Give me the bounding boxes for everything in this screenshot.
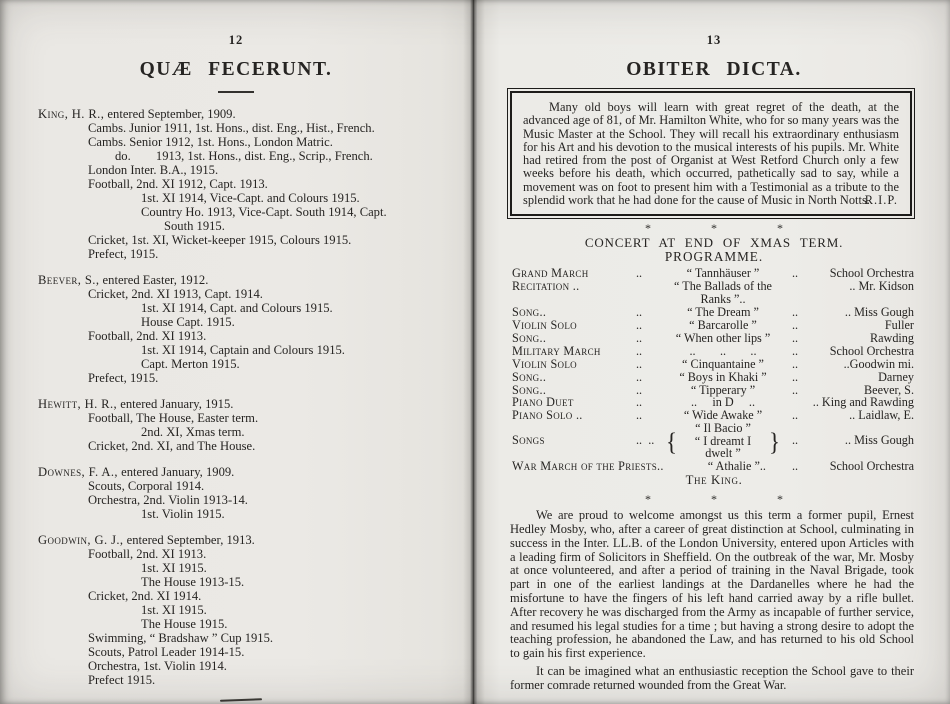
- finale-the-king: The King.: [685, 472, 743, 487]
- programme-performer: School Orchestra: [829, 459, 914, 474]
- page-left: [0, 0, 472, 704]
- student-entry: [38, 397, 442, 453]
- student-name: Downes, F. A.,: [38, 465, 118, 479]
- student-entry: [38, 273, 442, 385]
- dot-leader: ..: [791, 266, 799, 281]
- dot-leader: ..: [791, 330, 799, 345]
- programme-performer: School Orchestra: [829, 266, 914, 281]
- programme-item: Song..: [512, 369, 547, 384]
- programme-piece: .. .. ..: [689, 343, 757, 358]
- programme-performer: .. King and Rawding: [812, 395, 914, 410]
- dot-leader: ..: [791, 408, 799, 423]
- programme-row: [512, 460, 914, 473]
- achievement-line: House Capt. 1915.: [141, 315, 235, 329]
- concert-heading: CONCERT AT END OF XMAS TERM.: [584, 235, 844, 251]
- programme-piece: “ The Dream ”: [687, 305, 759, 320]
- end-divider: [220, 698, 262, 701]
- programme-item: War March of the Priests..: [512, 459, 664, 474]
- student-name-line: Downes, F. A., entered January, 1909.: [38, 465, 235, 479]
- dot-leader: ..: [791, 432, 799, 447]
- piece-title: “ I dreamt I dwelt ”: [694, 433, 755, 461]
- star-row-bottom: * * *: [645, 492, 783, 507]
- programme-item: Song..: [512, 305, 547, 320]
- dot-leader: ..: [636, 318, 643, 332]
- programme-item: Piano Solo ..: [512, 408, 583, 423]
- achievement-line: London Inter. B.A., 1915.: [88, 163, 219, 177]
- programme-row: [512, 345, 914, 358]
- student-entry: [38, 107, 442, 261]
- achievement-line: Scouts, Corporal 1914.: [88, 479, 205, 493]
- dot-leader: ..: [636, 408, 643, 423]
- student-name: Beever, S.,: [38, 273, 100, 287]
- programme-piece: “ Wide Awake ”: [683, 408, 763, 423]
- dot-leader: ..: [791, 318, 799, 332]
- achievement-line: Football, 2nd. XI 1912, Capt. 1913.: [88, 177, 268, 191]
- dot-leader: ..: [791, 382, 799, 397]
- achievement-line: Capt. Merton 1915.: [141, 357, 240, 371]
- right-brace-icon: }: [768, 427, 780, 455]
- left-brace-icon: {: [666, 427, 678, 455]
- dot-leader: ..: [636, 356, 643, 371]
- programme-piece: “ Tipperary ”: [690, 382, 756, 397]
- programme-item: Piano Duet: [512, 395, 574, 410]
- achievement-line: Orchestra, 1st. Violin 1914.: [88, 659, 227, 673]
- title-rule: [218, 91, 254, 93]
- achievement-line: 1st. XI 1914, Capt. and Colours 1915.: [141, 301, 333, 315]
- piece-title-stack: [680, 422, 766, 460]
- dot-leader: ..: [636, 382, 643, 397]
- programme-heading: PROGRAMME.: [664, 249, 764, 265]
- programme-performer: School Orchestra: [829, 343, 914, 358]
- programme-item: Violin Solo: [512, 356, 577, 371]
- dot-leader: ..: [636, 369, 643, 384]
- programme-piece: [666, 422, 780, 460]
- programme-item: Recitation ..: [512, 279, 580, 294]
- achievement-line: Football, 2nd. XI 1913.: [88, 329, 207, 343]
- achievement-line: Football, The House, Easter term.: [88, 411, 259, 425]
- programme-piece: “ Cinquantaine ”: [682, 356, 764, 371]
- dot-leader: ..: [636, 305, 643, 320]
- achievement-line: 1st. XI 1915.: [141, 561, 207, 575]
- rip-text: R.I.P.: [864, 193, 898, 208]
- dot-leader: .. ..: [636, 432, 655, 447]
- programme-performer: Fuller: [884, 318, 914, 332]
- student-entry: [38, 465, 442, 521]
- student-name-line: Hewitt, H. R., entered January, 1915.: [38, 397, 234, 411]
- dot-leader: ..: [791, 356, 799, 371]
- achievement-line: 1st. Violin 1915.: [141, 507, 225, 521]
- programme-row: [512, 332, 914, 345]
- achievement-line: 1st. XI 1914, Vice-Capt. and Colours 1915.: [141, 191, 360, 205]
- achievement-line: Football, 2nd. XI 1913.: [88, 547, 207, 561]
- programme-piece: “ Tannhäuser ”: [686, 266, 760, 281]
- page-right: [478, 0, 950, 704]
- student-name: King, H. R.,: [38, 107, 105, 121]
- dot-leader: ..: [636, 395, 643, 410]
- achievement-line: Country Ho. 1913, Vice-Capt. South 1914, Capt.: [141, 205, 387, 219]
- programme-item: Violin Solo: [512, 318, 577, 332]
- programme-item: Military March: [512, 343, 601, 358]
- programme-row: [512, 358, 914, 371]
- page-number-right: 13: [706, 33, 722, 47]
- obituary-text: Many old boys will learn with great regret of the death, at the advanced age of 81, of Mr. Hamilton White, who for so many years was the Music Master at the School. They will recall his extraordinary enthusiasm for his Art and his devotion to the musical interests of his pupils. Mr. White had retired from the post of Organist at West Retford Church only a few weeks before his death, which occurred, pathetically sad to say, while a movement was on foot to present him with a Testimonial as a tribute to the splendid work that he had done for the cause of Music in North Notts.: [523, 100, 899, 208]
- programme-rows: [512, 267, 914, 473]
- programme-row: [512, 280, 914, 306]
- student-name: Hewitt, H. R.,: [38, 397, 118, 411]
- programme-piece: “ Boys in Khaki ”: [679, 369, 767, 384]
- page-title-right: OBITER DICTA.: [626, 59, 802, 80]
- obituary-box: [510, 91, 912, 216]
- piece-group: [666, 422, 780, 460]
- programme-row: [512, 319, 914, 332]
- achievement-line: Orchestra, 2nd. Violin 1913-14.: [88, 493, 248, 507]
- achievement-line: 2nd. XI, Xmas term.: [141, 425, 245, 439]
- programme-row: [512, 422, 914, 460]
- dot-leader: ..: [791, 369, 799, 384]
- programme-row: [512, 371, 914, 384]
- achievement-line: 1st. XI 1914, Captain and Colours 1915.: [141, 343, 345, 357]
- programme-piece: “ When other lips ”: [675, 330, 771, 345]
- programme-piece: “ The Ballads of the Ranks ”..: [674, 279, 776, 307]
- dot-leader: ..: [636, 343, 643, 358]
- programme-item: Song..: [512, 330, 547, 345]
- programme-piece: “ Barcarolle ”: [689, 318, 757, 332]
- achievement-line: Swimming, “ Bradshaw ” Cup 1915.: [88, 631, 274, 645]
- student-name-line: King, H. R., entered September, 1909.: [38, 107, 236, 121]
- programme-piece: “ Athalie ”..: [707, 459, 766, 474]
- programme-performer: Rawding: [869, 330, 914, 345]
- page-number-left: 12: [228, 33, 244, 47]
- programme-item: Song..: [512, 382, 547, 397]
- page-title-left: QUÆ FECERUNT.: [139, 59, 333, 80]
- achievement-line: The House 1913-15.: [141, 575, 245, 589]
- programme-performer: ..Goodwin mi.: [843, 356, 914, 371]
- welcome-paragraph: We are proud to welcome amongst us this term a former pupil, Ernest Hedley Mosby, who, after a career of great distinction at School, culminating in success in the Inter. LL.B. of the London University, entered upon Articles with a leading firm of Solicitors in Sheffield. On the outbreak of the war, Mr. Mosby at once volunteered, and after a period of training in the Naval Brigade, took part in one of the earliest landings at the Dardanelles where he had the misfortune to have the fingers of his left hand carried away by a rifle bullet. After recovery he was discharged from the Army as incapable of further service, and resumed his legal studies for a time ; but having a strong desire to adopt the teaching profession, he abandoned the Law, and has returned to his old School to gain his first experience.: [510, 508, 914, 661]
- achievement-line: Cricket, 2nd. XI 1913, Capt. 1914.: [88, 287, 263, 301]
- achievement-line: 1st. XI 1915.: [141, 603, 207, 617]
- programme-performer: .. Laidlaw, E.: [849, 408, 914, 423]
- dot-leader: ..: [791, 343, 799, 358]
- achievement-line: Cricket, 2nd. XI, and The House.: [88, 439, 256, 453]
- dot-leader: ..: [636, 266, 643, 281]
- star-row-top: * * *: [645, 221, 783, 236]
- student-name-line: Beever, S., entered Easter, 1912.: [38, 273, 209, 287]
- achievement-line: The House 1915.: [141, 617, 228, 631]
- achievement-line: Cricket, 1st. XI, Wicket-keeper 1915, Colours 1915.: [88, 233, 352, 247]
- student-name-line: Goodwin, G. J., entered September, 1913.: [38, 533, 255, 547]
- dot-leader: ..: [791, 305, 799, 320]
- programme-piece: .. in D ..: [691, 395, 755, 410]
- achievement-line: do. 1913, 1st. Hons., dist. Eng., Scrip., French.: [115, 149, 373, 163]
- quae-entries: [38, 107, 442, 687]
- achievement-line: Prefect, 1915.: [88, 247, 159, 261]
- achievement-line: Cricket, 2nd. XI 1914.: [88, 589, 202, 603]
- achievement-line: Prefect, 1915.: [88, 371, 159, 385]
- programme-performer: .. Miss Gough: [844, 432, 914, 447]
- student-name: Goodwin, G. J.,: [38, 533, 124, 547]
- programme-item: Songs: [512, 432, 545, 447]
- achievement-line: Cambs. Junior 1911, 1st. Hons., dist. Eng., Hist., French.: [88, 121, 375, 135]
- piece-title: “ Il Bacio ”: [695, 421, 751, 436]
- programme-performer: Darney: [878, 369, 914, 384]
- programme-performer: .. Mr. Kidson: [849, 279, 914, 294]
- dot-leader: ..: [636, 330, 643, 345]
- achievement-line: South 1915.: [164, 219, 225, 233]
- programme-performer: .. Miss Gough: [844, 305, 914, 320]
- programme-item: Grand March: [512, 266, 589, 281]
- achievement-line: Prefect 1915.: [88, 673, 156, 687]
- reception-paragraph: It can be imagined what an enthusiastic reception the School gave to their former comrade returned wounded from the Great War.: [510, 664, 914, 692]
- achievement-line: Scouts, Patrol Leader 1914-15.: [88, 645, 245, 659]
- programme-performer: Beever, S.: [864, 382, 914, 397]
- dot-leader: ..: [791, 459, 799, 474]
- student-entry: [38, 533, 442, 687]
- achievement-line: Cambs. Senior 1912, 1st. Hons., London Matric.: [88, 135, 333, 149]
